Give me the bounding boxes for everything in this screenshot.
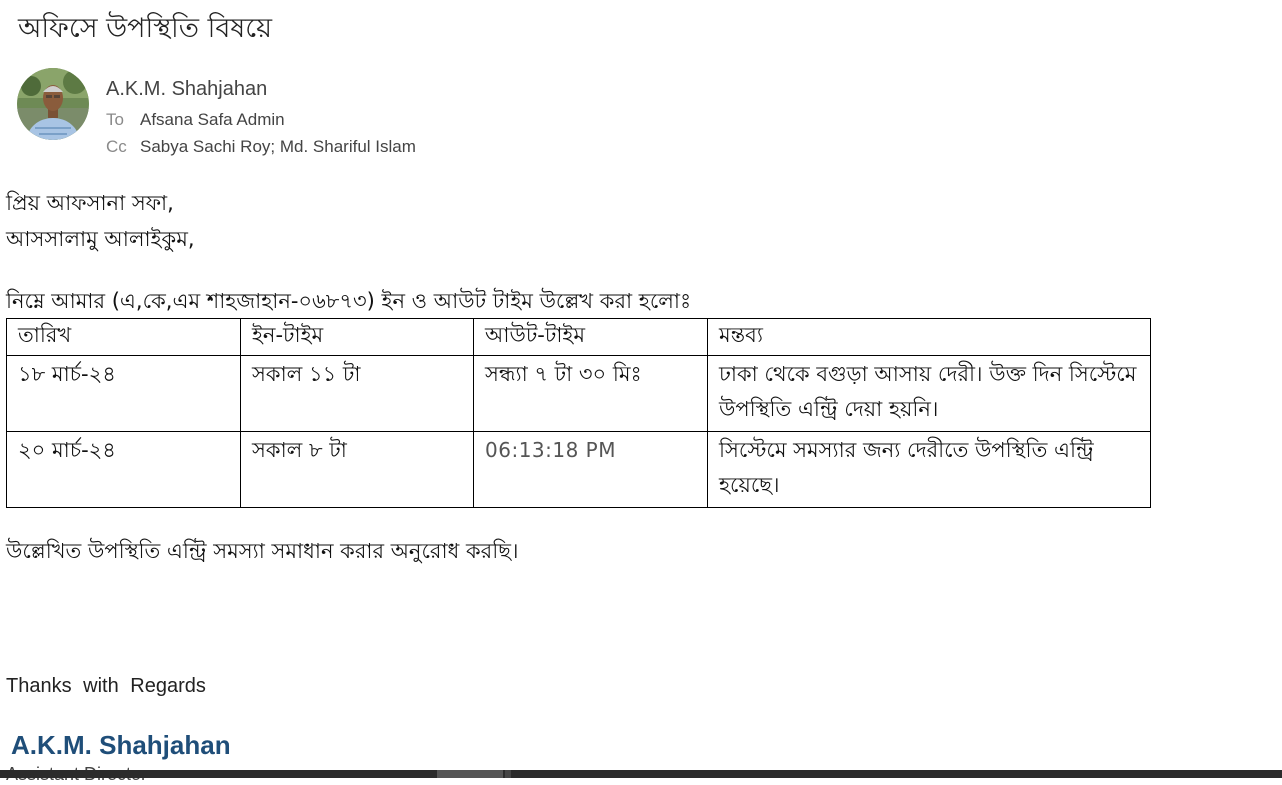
header-in-time: ইন-টাইম <box>241 319 474 356</box>
cell-in-time: সকাল ৮ টা <box>241 432 474 508</box>
to-label: To <box>106 110 124 129</box>
attendance-table <box>6 318 1151 508</box>
cell-comment: ঢাকা থেকে বগুড়া আসায় দেরী। উক্ত দিন সিস্টেমে উপস্থিতি এন্ট্রি দেয়া হয়নি। <box>708 356 1151 432</box>
table-row <box>7 432 1151 508</box>
cell-date: ২০ মার্চ-২৪ <box>7 432 241 508</box>
to-row <box>106 110 285 130</box>
sender-name[interactable]: A.K.M. Shahjahan <box>106 78 268 100</box>
cc-row <box>106 137 416 157</box>
header-date: তারিখ <box>7 319 241 356</box>
thanks-line: Thanks with Regards <box>6 675 206 697</box>
avatar-photo <box>17 68 89 140</box>
cell-out-time: সন্ধ্যা ৭ টা ৩০ মিঃ <box>474 356 708 432</box>
scrollbar-thumb[interactable] <box>437 770 503 778</box>
signature-name: A.K.M. Shahjahan <box>11 730 231 760</box>
salutation: আসসালামু আলাইকুম, <box>6 227 195 251</box>
cell-in-time: সকাল ১১ টা <box>241 356 474 432</box>
email-subject: অফিসে উপস্থিতি বিষয়ে <box>18 13 273 44</box>
cell-out-time: 06:13:18 PM <box>474 432 708 508</box>
horizontal-scrollbar[interactable] <box>0 770 1282 778</box>
cell-date: ১৮ মার্চ-২৪ <box>7 356 241 432</box>
cc-recipients[interactable]: Sabya Sachi Roy; Md. Shariful Islam <box>140 137 416 156</box>
header-comment: মন্তব্য <box>708 319 1151 356</box>
header-out-time: আউট-টাইম <box>474 319 708 356</box>
to-recipient[interactable]: Afsana Safa Admin <box>140 110 285 129</box>
cell-comment: সিস্টেমে সমস্যার জন্য দেরীতে উপস্থিতি এন্ট্রি হয়েছে। <box>708 432 1151 508</box>
intro-line: নিম্নে আমার (এ,কে,এম শাহজাহান-০৬৮৭৩) ইন ও আউট টাইম উল্লেখ করা হলোঃ <box>6 289 692 313</box>
closing-request: উল্লেখিত উপস্থিতি এন্ট্রি সমস্যা সমাধান করার অনুরোধ করছি। <box>6 539 519 563</box>
sender-avatar[interactable] <box>17 68 89 140</box>
cc-label: Cc <box>106 137 127 156</box>
scrollbar-thumb-edge <box>505 770 511 778</box>
greeting: প্রিয় আফসানা সফা, <box>6 191 174 215</box>
table-row <box>7 356 1151 432</box>
table-header-row <box>7 319 1151 356</box>
